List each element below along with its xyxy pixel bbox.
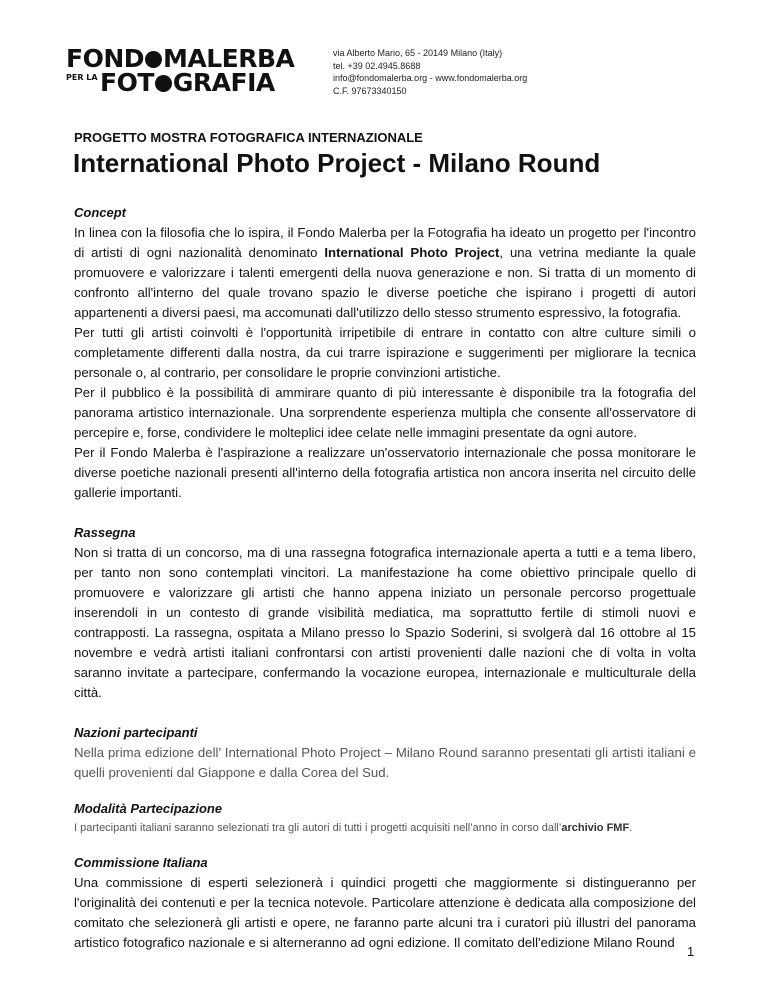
page-number: 1 (687, 944, 695, 959)
contact-line[interactable]: info@fondomalerba.org - www.fondomalerba.org (333, 73, 528, 83)
concept-paragraph-3: Per il pubblico è la possibilità di ammirare quanto di più interessante è disponibile tra la fotografia del panorama artistico internazionale. Una sorprendente esperienza multipla che consente all'osservatore di percepire e, forse, condividere le molteplici idee celate nelle immagini presentate da ogni autore. (74, 385, 696, 440)
concept-paragraph-1: In linea con la filosofia che lo ispira, il Fondo Malerba per la Fotografia ha ideato un progetto per l'incontro di artisti di ogni nazionalità denominato International Photo Project, una vetrina mediante la quale promuovere e valorizzare i talenti emergenti della nuova generazione e non. Si tratta di un momento di confronto all'interno del quale trovano spazio le diverse poetiche che ispirano i progetti di autori appartenenti a diversi paesi, ma accomunati dall'utilizzo dello stesso strumento espressivo, la fotografia. (74, 225, 696, 320)
fondo-malerba-logo (66, 45, 310, 99)
section-heading-commissione: Commissione Italiana (74, 855, 208, 870)
logo-line-2: FOT GRAFIA (100, 68, 275, 97)
modalita-paragraph: I partecipanti italiani saranno selezionati tra gli autori di tutti i progetti acquisiti nell’anno in corso dall’archivio FMF. (74, 822, 633, 834)
logo-small-text: PER LA (66, 73, 98, 82)
phone-line: tel. +39 02.4945.8688 (333, 60, 421, 71)
section-heading-rassegna: Rassegna (74, 525, 136, 540)
logo-line-1: FOND MALERBA (66, 44, 295, 73)
page-title: International Photo Project - Milano Round (73, 148, 601, 178)
section-heading-modalita: Modalità Partecipazione (74, 801, 223, 816)
archive-name: archivio FMF (561, 822, 630, 834)
concept-paragraph-4: Per il Fondo Malerba è l'aspirazione a realizzare un'osservatorio internazionale che possa monitorare le diverse poetiche nazionali presenti all'interno della fotografia artistica non ancora inserita nel circuito delle gallerie importanti. (74, 445, 696, 500)
commissione-paragraph: Una commissione di esperti selezionerà i quindici progetti che maggiormente si distingueranno per l'originalità dei contenuti e per la tecnica notevole. Particolare attenzione è dedicata alla composizione del comitato che selezionerà gli artisti e opere, ne faranno parte alcuni tra i curatori più illustri del panorama artistico fotografico nazionale e si alterneranno ad ogni edizione. Il comitato dell'edizione Milano Round (74, 875, 696, 950)
address-line: via Alberto Mario, 65 - 20149 Milano (Italy) (333, 48, 503, 58)
document-kicker: PROGETTO MOSTRA FOTOGRAFICA INTERNAZIONALE (74, 130, 423, 145)
project-name: International Photo Project (324, 245, 500, 260)
rassegna-paragraph: Non si tratta di un concorso, ma di una rassegna fotografica internazionale aperta a tutti e a tema libero, per tanto non sono contemplati vincitori. La manifestazione ha come obiettivo principale quello di promuovere e valorizzare gli artisti che hanno appena iniziato un personale percorso progettuale inserendoli in un contesto di grande visibilità mediatica, ma soprattutto fertile di stimoli nuovi e contrapposti. La rassegna, ospitata a Milano presso lo Spazio Soderini, si svolgerà dal 16 ottobre al 15 novembre e vedrà artisti italiani confrontarsi con artisti provenienti dalle nazioni che di volta in volta saranno invitate a partecipare, confermando la vocazione europea, internazionale e multiculturale della città. (74, 545, 696, 700)
nazioni-paragraph: Nella prima edizione dell’ International Photo Project – Milano Round saranno presentati gli artisti italiani e quelli provenienti dal Giappone e dalla Corea del Sud. (74, 745, 696, 780)
section-heading-concept: Concept (74, 205, 126, 220)
logo-dot-icon (155, 75, 172, 92)
address-block (333, 47, 527, 97)
document-body (74, 203, 696, 953)
section-heading-nazioni: Nazioni partecipanti (74, 725, 198, 740)
logo-dot-icon (145, 51, 162, 68)
tax-code-line: C.F. 97673340150 (333, 85, 407, 96)
concept-paragraph-2: Per tutti gli artisti coinvolti è l'opportunità irripetibile di entrare in contatto con altre culture simili o completamente differenti dalla nostra, da cui trarre ispirazione e suggerimenti per migliorare la tecnica personale o, al contrario, per consolidare le proprie convinzioni artistiche. (74, 325, 696, 380)
